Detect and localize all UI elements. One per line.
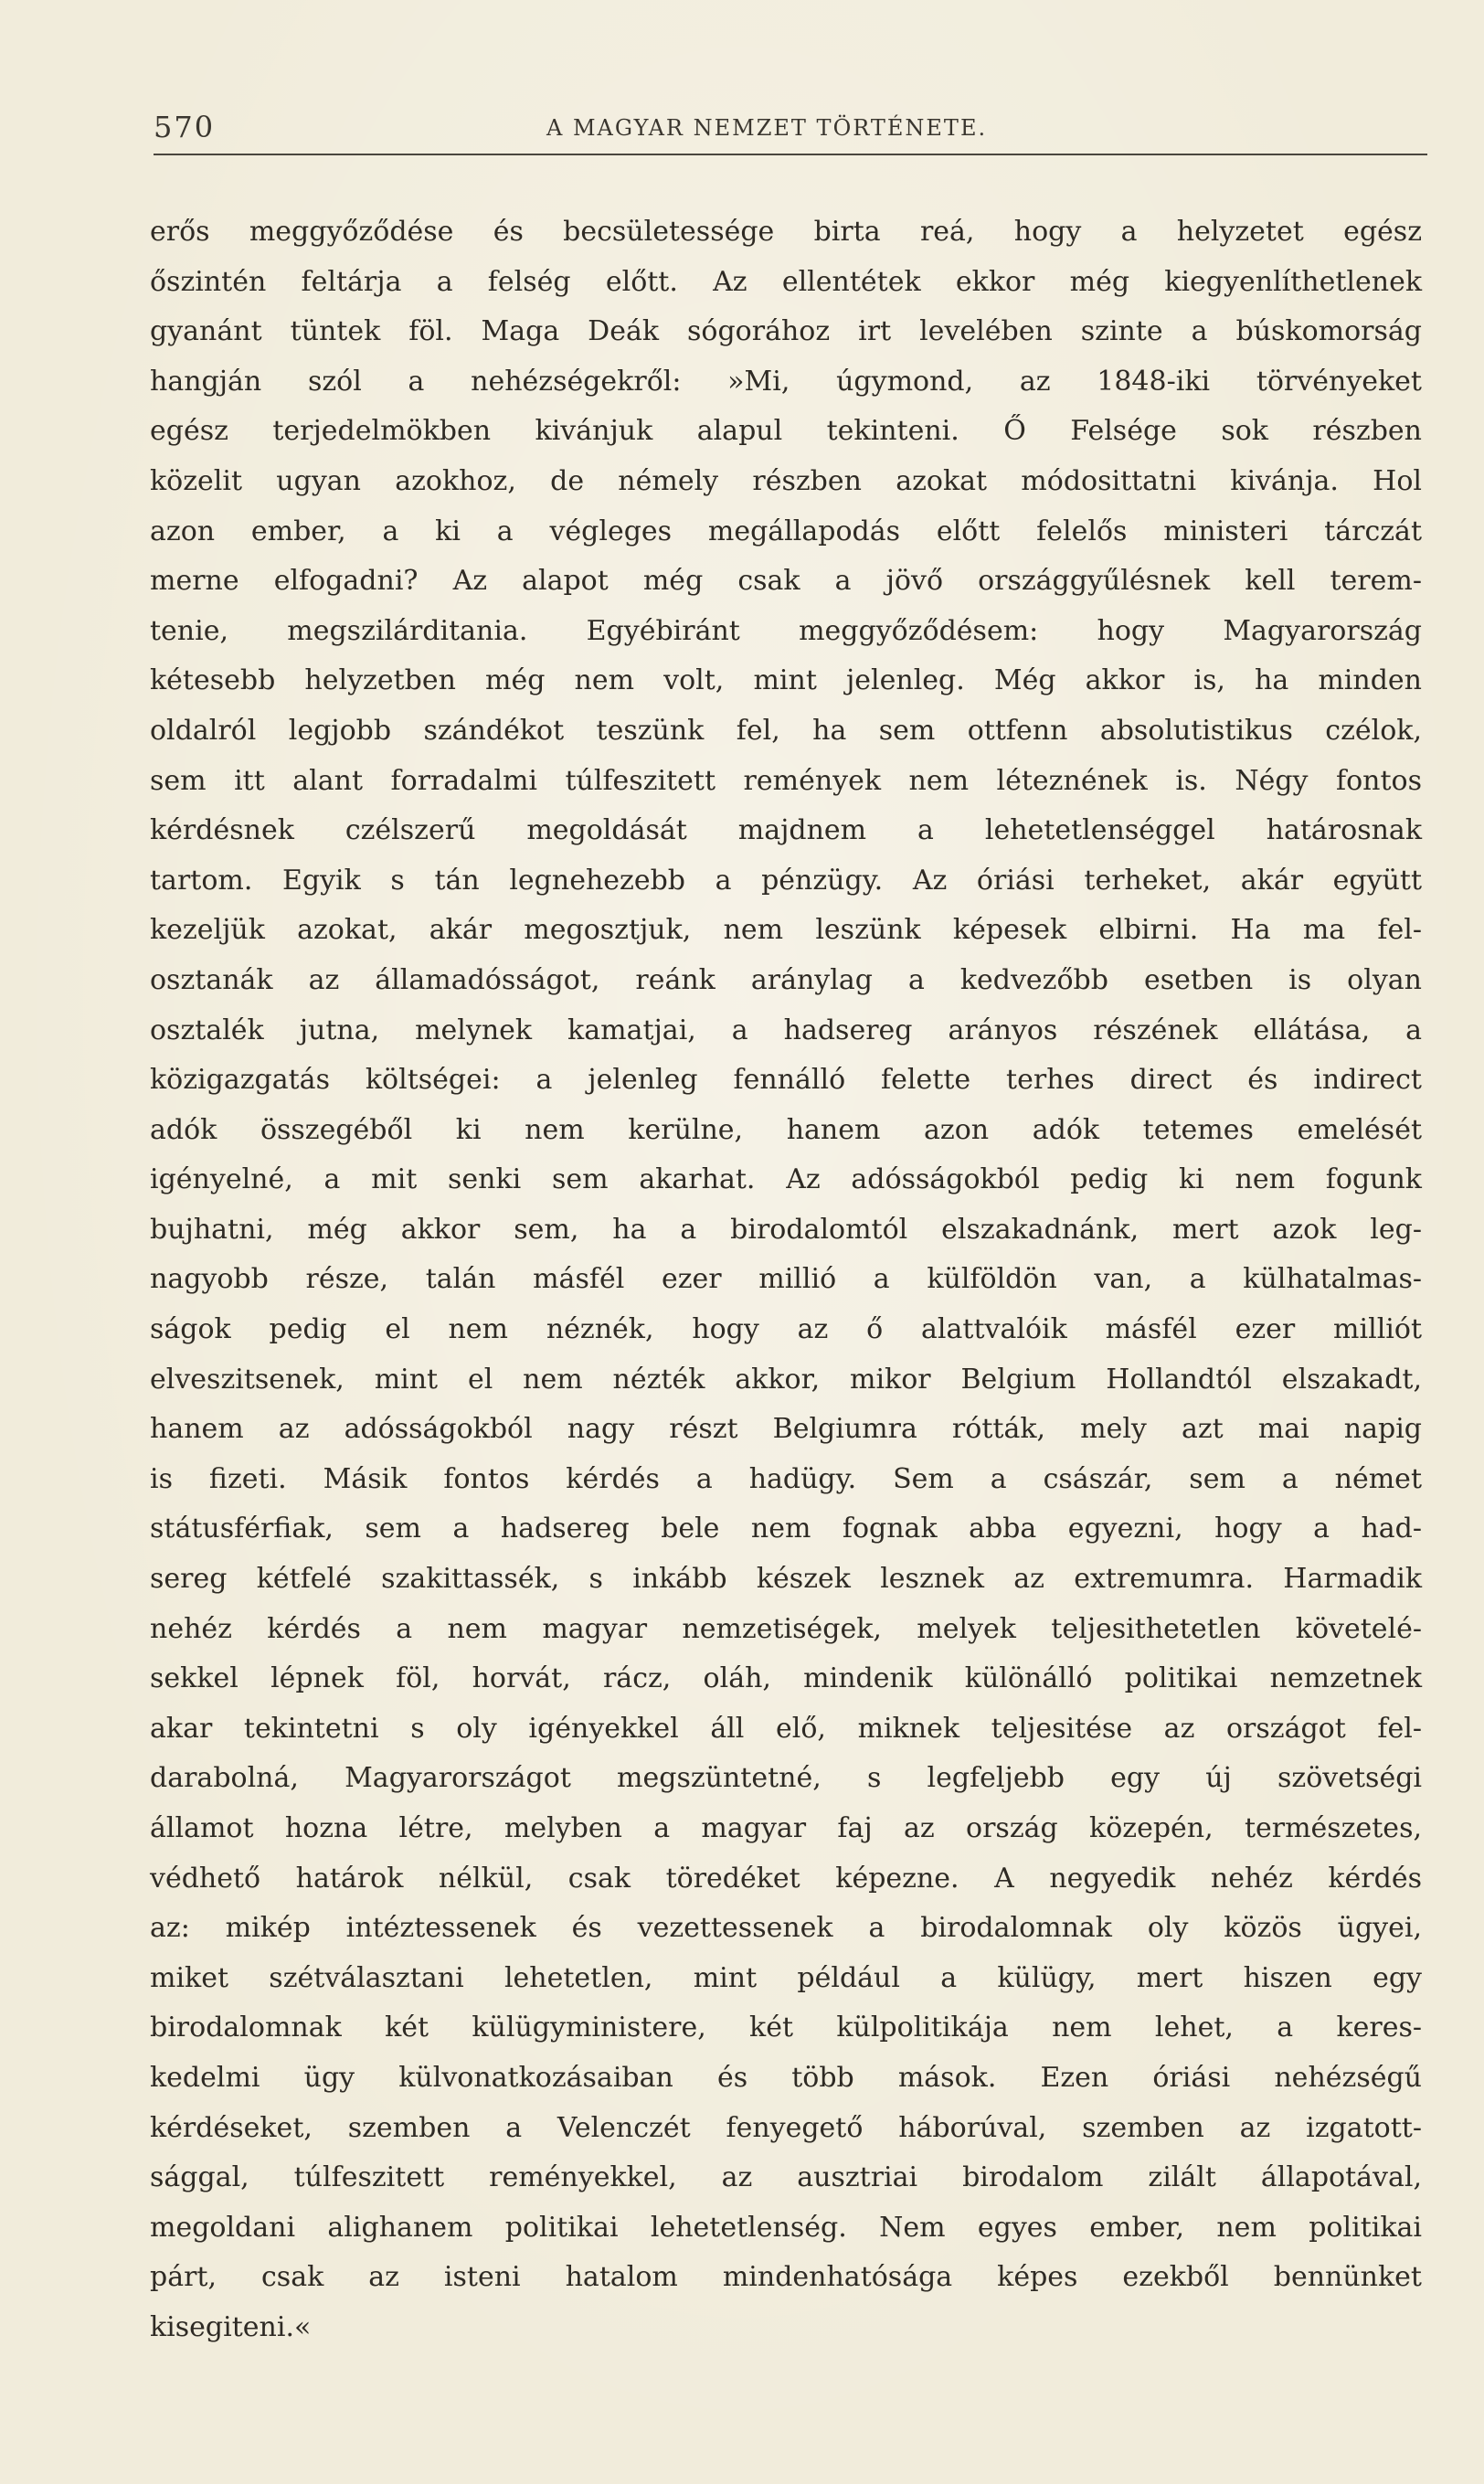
text-line: osztalék jutna, melynek kamatjai, a hadsereg arányos részének ellátása, a [150,1014,1422,1046]
text-line: is fizeti. Másik fontos kérdés a hadügy. Sem a császár, sem a német [150,1462,1422,1495]
text-line: osztanák az államadósságot, reánk aránylag a kedvezőbb esetben is olyan [150,963,1422,996]
running-title: A MAGYAR NEMZET TÖRTÉNETE. [546,115,988,141]
text-line: merne elfogadni? Az alapot még csak a jövő országgyűlésnek kell terem- [150,565,1422,598]
text-line: hangján szól a nehézségekről: »Mi, úgymond, az 1848-iki törvényeket [150,365,1422,398]
text-line: státusférfiak, sem a hadsereg bele nem fognak abba egyezni, hogy a had- [150,1513,1422,1545]
text-line: sem itt alant forradalmi túlfeszitett remények nem léteznének is. Négy fontos [150,764,1422,797]
text-line: gyanánt tüntek föl. Maga Deák sógorához irt levelében szinte a búskomorság [150,315,1422,348]
text-line: védhető határok nélkül, csak töredéket képezne. A negyedik nehéz kérdés [150,1862,1422,1895]
text-line: birodalomnak két külügyministere, két külpolitikája nem lehet, a keres- [150,2012,1422,2044]
text-line: közelit ugyan azokhoz, de némely részben azokat módosittatni kivánja. Hol [150,464,1422,497]
text-line: tenie, megszilárditania. Egyébiránt meggyőződésem: hogy Magyarország [150,614,1422,647]
text-line: ságok pedig el nem néznék, hogy az ő alattvalóik másfél ezer milliót [150,1313,1422,1346]
text-line: erős meggyőződése és becsületessége birta reá, hogy a helyzetet egész [150,216,1422,248]
text-line: kérdéseket, szemben a Velenczét fenyegető háborúval, szemben az izgatott- [150,2111,1422,2144]
page-number: 570 [154,110,216,144]
page-header [154,102,1427,157]
text-line: akar tekintetni s oly igényekkel áll elő, miknek teljesitése az országot fel- [150,1712,1422,1745]
text-line: bujhatni, még akkor sem, ha a birodalomtól elszakadnánk, mert azok leg- [150,1213,1422,1246]
text-line: elveszitsenek, mint el nem nézték akkor, mikor Belgium Hollandtól elszakadt, [150,1363,1422,1396]
text-line: nagyobb része, talán másfél ezer millió a külföldön van, a külhatalmas- [150,1263,1422,1296]
text-line: kedelmi ügy külvonatkozásaiban és több mások. Ezen óriási nehézségű [150,2061,1422,2094]
text-line: kétesebb helyzetben még nem volt, mint jelenleg. Még akkor is, ha minden [150,664,1422,697]
text-line: igényelné, a mit senki sem akarhat. Az adósságokból pedig ki nem fogunk [150,1163,1422,1196]
text-line: darabolná, Magyarországot megszüntetné, s legfeljebb egy új szövetségi [150,1762,1422,1795]
text-line: adók összegéből ki nem kerülne, hanem azon adók tetemes emelését [150,1113,1422,1146]
text-line: sággal, túlfeszitett reményekkel, az ausztriai birodalom zilált állapotával, [150,2161,1422,2194]
text-line: tartom. Egyik s tán legnehezebb a pénzügy. Az óriási terheket, akár együtt [150,864,1422,897]
text-line: az: mikép intéztessenek és vezettessenek a birodalomnak oly közös ügyei, [150,1912,1422,1945]
text-line-last: kisegiteni.« [150,2310,312,2343]
text-line: sekkel lépnek föl, horvát, rácz, oláh, mindenik különálló politikai nemzetnek [150,1662,1422,1695]
text-line: közigazgatás költségei: a jelenleg fennálló felette terhes direct és indirect [150,1064,1422,1097]
text-line: párt, csak az isteni hatalom mindenhatósága képes ezekből bennünket [150,2261,1422,2294]
text-line: kezeljük azokat, akár megosztjuk, nem leszünk képesek elbirni. Ha ma fel- [150,914,1422,947]
text-line: oldalról legjobb szándékot teszünk fel, ha sem ottfenn absolutistikus czélok, [150,714,1422,747]
text-line: miket szétválasztani lehetetlen, mint például a külügy, mert hiszen egy [150,1961,1422,1994]
text-line: egész terjedelmökben kivánjuk alapul tekinteni. Ő Felsége sok részben [150,415,1422,448]
text-line: sereg kétfelé szakittassék, s inkább készek lesznek az extremumra. Harmadik [150,1563,1422,1596]
text-line: megoldani alighanem politikai lehetetlenség. Nem egyes ember, nem politikai [150,2211,1422,2244]
text-line: őszintén feltárja a felség előtt. Az ellentétek ekkor még kiegyenlíthetlenek [150,265,1422,298]
text-line: államot hozna létre, melyben a magyar faj az ország közepén, természetes, [150,1812,1422,1844]
body-text [150,207,1422,2353]
text-line: kérdésnek czélszerű megoldását majdnem a lehetetlenséggel határosnak [150,814,1422,847]
text-line: nehéz kérdés a nem magyar nemzetiségek, melyek teljesithetetlen követelé- [150,1612,1422,1645]
text-line: azon ember, a ki a végleges megállapodás előtt felelős ministeri tárczát [150,515,1422,547]
text-line: hanem az adósságokból nagy részt Belgiumra rótták, mely azt mai napig [150,1413,1422,1446]
header-rule [154,154,1427,155]
